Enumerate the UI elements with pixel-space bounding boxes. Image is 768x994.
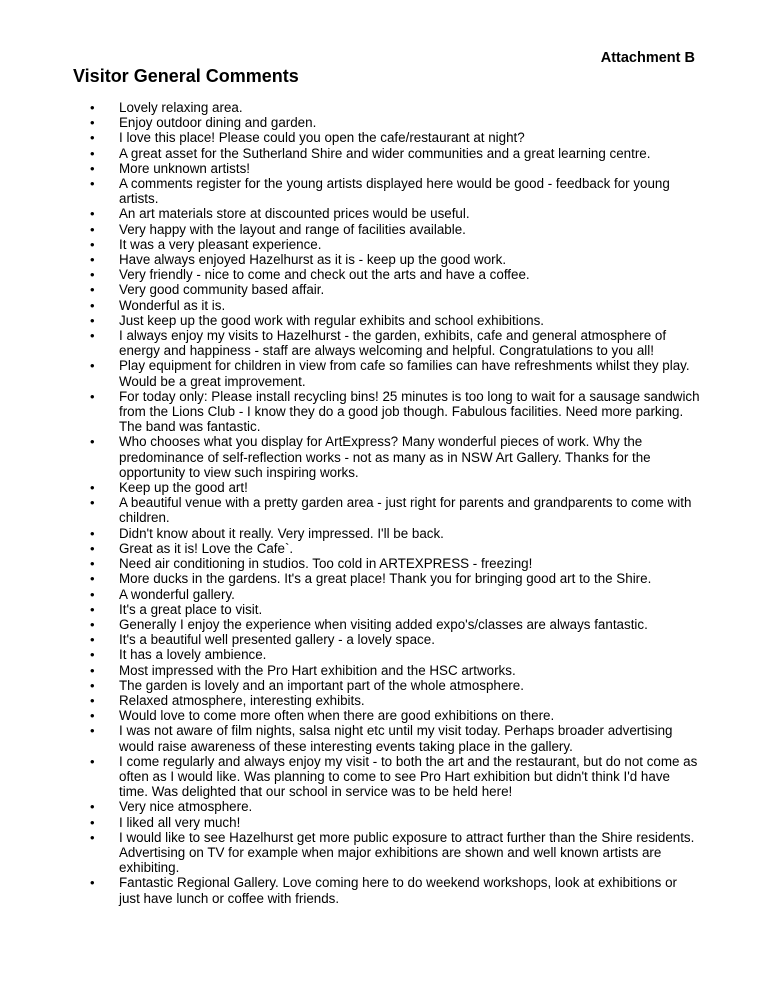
comment-item: • Who chooses what you display for ArtExpress? Many wonderful pieces of work. Why the predominance of self-reflection works - not as many as in NSW Art Gallery. Thanks for the opportunity to view such inspiring works. [0, 434, 700, 480]
comment-item: • Very good community based affair. [0, 282, 700, 297]
comment-item: • A comments register for the young artists displayed here would be good - feedback for young artists. [0, 176, 700, 206]
comment-item: • A wonderful gallery. [0, 587, 700, 602]
comment-item: • Wonderful as it is. [0, 298, 700, 313]
comment-item: • Great as it is! Love the Cafe`. [0, 541, 700, 556]
comment-item: • More ducks in the gardens. It's a great place! Thank you for bringing good art to the Shire. [0, 571, 700, 586]
comment-item: • I come regularly and always enjoy my visit - to both the art and the restaurant, but do not come as often as I would like. Was planning to come to see Pro Hart exhibition but didn't think I'd have time. Was delighted that our school in service was to be held here! [0, 754, 700, 800]
comment-item: • Didn't know about it really. Very impressed. I'll be back. [0, 526, 700, 541]
comment-item: • Most impressed with the Pro Hart exhibition and the HSC artworks. [0, 663, 700, 678]
comment-item: • For today only: Please install recycling bins! 25 minutes is too long to wait for a sausage sandwich from the Lions Club - I know they do a good job though. Fabulous facilities. Need more parking. The band was fantastic. [0, 389, 700, 435]
comment-item: • Very nice atmosphere. [0, 799, 700, 814]
comment-item: • It was a very pleasant experience. [0, 237, 700, 252]
page-title: Visitor General Comments [73, 66, 299, 86]
comment-item: • I love this place! Please could you open the cafe/restaurant at night? [0, 130, 700, 145]
comment-item: • A great asset for the Sutherland Shire and wider communities and a great learning centre. [0, 146, 700, 161]
comment-item: • It's a beautiful well presented gallery - a lovely space. [0, 632, 700, 647]
comment-item: • It has a lovely ambience. [0, 647, 700, 662]
comment-item: • Need air conditioning in studios. Too cold in ARTEXPRESS - freezing! [0, 556, 700, 571]
comment-item: • Would love to come more often when there are good exhibitions on there. [0, 708, 700, 723]
comment-item: • Fantastic Regional Gallery. Love coming here to do weekend workshops, look at exhibitions or just have lunch or coffee with friends. [0, 875, 700, 905]
comment-item: • Very friendly - nice to come and check out the arts and have a coffee. [0, 267, 700, 282]
comment-item: • Lovely relaxing area. [0, 100, 700, 115]
comments-list [0, 100, 700, 906]
comment-item: • It's a great place to visit. [0, 602, 700, 617]
comment-item: • An art materials store at discounted prices would be useful. [0, 206, 700, 221]
attachment-label: Attachment B [600, 50, 695, 66]
comment-item: • Just keep up the good work with regular exhibits and school exhibitions. [0, 313, 700, 328]
comment-item: • I was not aware of film nights, salsa night etc until my visit today. Perhaps broader advertising would raise awareness of these interesting events taking place in the gallery. [0, 723, 700, 753]
comment-item: • Keep up the good art! [0, 480, 700, 495]
comment-item: • I would like to see Hazelhurst get more public exposure to attract further than the Shire residents. Advertising on TV for example when major exhibitions are shown and well known artists are exhibiting. [0, 830, 700, 876]
comment-item: • A beautiful venue with a pretty garden area - just right for parents and grandparents to come with children. [0, 495, 700, 525]
comment-item: • Very happy with the layout and range of facilities available. [0, 222, 700, 237]
comment-item: • Enjoy outdoor dining and garden. [0, 115, 700, 130]
comment-item: • More unknown artists! [0, 161, 700, 176]
comment-item: • Relaxed atmosphere, interesting exhibits. [0, 693, 700, 708]
comment-item: • I liked all very much! [0, 815, 700, 830]
comment-item: • I always enjoy my visits to Hazelhurst - the garden, exhibits, cafe and general atmosphere of energy and happiness - staff are always welcoming and helpful. Congratulations to you all! [0, 328, 700, 358]
comment-item: • Generally I enjoy the experience when visiting added expo's/classes are always fantastic. [0, 617, 700, 632]
comment-item: • The garden is lovely and an important part of the whole atmosphere. [0, 678, 700, 693]
comment-item: • Play equipment for children in view from cafe so families can have refreshments whilst they play. Would be a great improvement. [0, 358, 700, 388]
comment-item: • Have always enjoyed Hazelhurst as it is - keep up the good work. [0, 252, 700, 267]
